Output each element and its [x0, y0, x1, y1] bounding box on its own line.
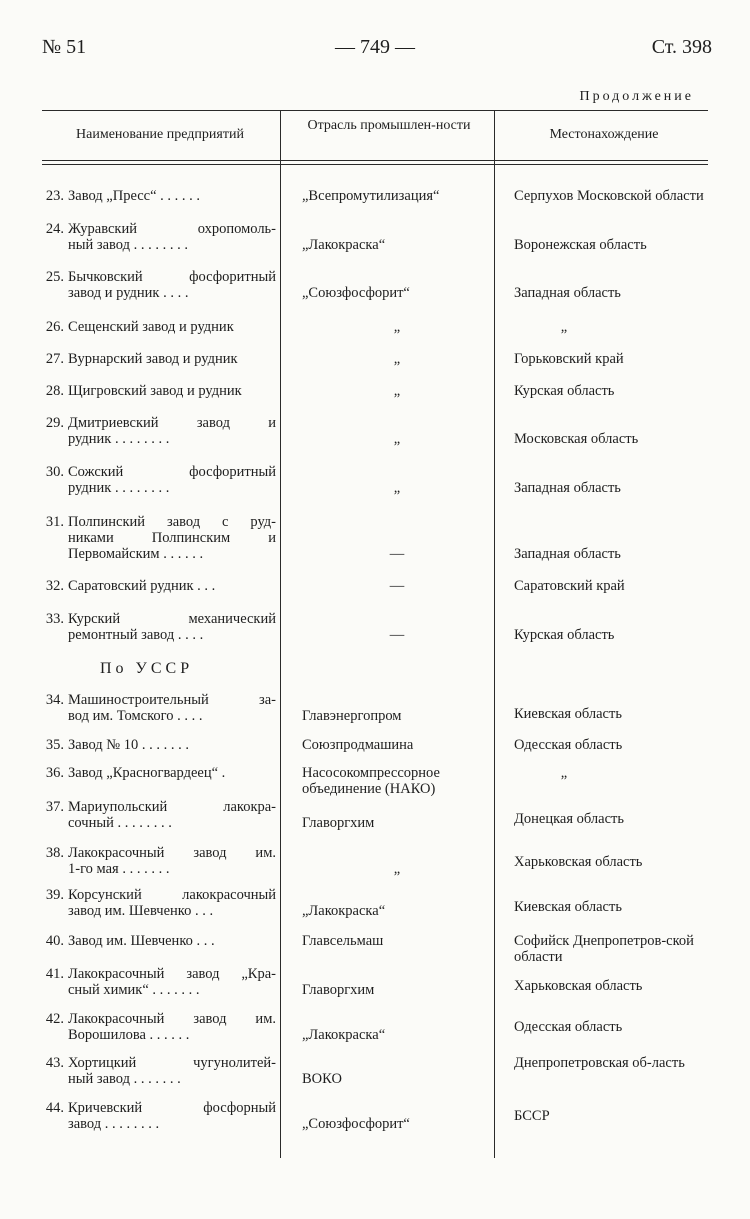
row-number: 41. — [45, 966, 64, 982]
enterprise-name-line: Корсунский лакокрасочный — [68, 887, 276, 903]
column-header-branch: Отрасль промышлен-ности — [307, 118, 471, 133]
row-number: 37. — [45, 799, 64, 815]
location: Горьковский край — [514, 351, 624, 367]
enterprise-name-line: Завод „Красногвардеец“ . — [68, 765, 226, 781]
location: Донецкая область — [514, 811, 624, 827]
row-number: 27. — [45, 351, 64, 367]
enterprise-name — [68, 1011, 276, 1043]
row-number: 44. — [45, 1100, 64, 1116]
industry-branch: Главоргхим — [302, 982, 375, 998]
industry-branch: „ — [393, 480, 401, 496]
row-number: 32. — [45, 578, 64, 594]
enterprise-name — [68, 611, 276, 643]
industry-branch: ВОКО — [302, 1071, 342, 1087]
location: БССР — [514, 1108, 550, 1124]
location: Киевская область — [514, 706, 622, 722]
industry-branch: „ — [393, 383, 401, 399]
location: Серпухов Московской области — [514, 188, 704, 204]
enterprise-name-line: Бычковский фосфоритный — [68, 269, 276, 285]
industry-branch: — — [389, 546, 405, 562]
industry-branch: Насосокомпрессорное объединение (НАКО) — [302, 765, 440, 797]
industry-branch: Главэнергопром — [302, 708, 402, 724]
enterprise-name — [68, 1055, 276, 1087]
enterprise-name — [68, 692, 276, 724]
row-number: 33. — [45, 611, 64, 627]
table-top-rule — [42, 110, 708, 111]
enterprise-name-line: Щигровский завод и рудник — [68, 383, 242, 399]
enterprise-name — [68, 319, 276, 335]
article-number: Ст. 398 — [651, 36, 712, 58]
location: Харьковская область — [514, 978, 643, 994]
column-header-name: Наименование предприятий — [76, 127, 244, 142]
location: Воронежская область — [514, 237, 647, 253]
enterprise-name — [68, 765, 276, 781]
enterprise-name — [68, 351, 276, 367]
enterprise-name-line: Лакокрасочный завод им. — [68, 1011, 276, 1027]
column-header-location: Местонахождение — [549, 127, 659, 142]
industry-branch: „ — [393, 861, 401, 877]
document-number: № 51 — [42, 36, 87, 58]
row-number: 31. — [45, 514, 64, 530]
row-number: 25. — [45, 269, 64, 285]
location: Саратовский край — [514, 578, 625, 594]
location: Одесская область — [514, 1019, 623, 1035]
location: „ — [560, 765, 568, 781]
enterprise-name-line: Завод „Пресс“ . . . . . . — [68, 188, 201, 204]
row-number: 38. — [45, 845, 64, 861]
industry-branch: „Союзфосфорит“ — [302, 285, 410, 301]
industry-branch: „ — [393, 319, 401, 335]
enterprise-name-line: Курский механический — [68, 611, 276, 627]
enterprise-name-line: ремонтный завод . . . . — [68, 627, 204, 643]
location: Одесская область — [514, 737, 623, 753]
enterprise-name-line: Первомайским . . . . . . — [68, 546, 204, 562]
row-number: 39. — [45, 887, 64, 903]
enterprise-name-line: Саратовский рудник . . . — [68, 578, 216, 594]
industry-branch: „Лакокраска“ — [302, 237, 386, 253]
enterprise-name — [68, 188, 276, 204]
location: Харьковская область — [514, 854, 643, 870]
enterprise-name-line: Дмитриевский завод и — [68, 415, 276, 431]
location: Западная область — [514, 285, 621, 301]
enterprise-name — [68, 383, 276, 399]
location: Московская область — [514, 431, 639, 447]
location: „ — [560, 319, 568, 335]
row-number: 24. — [45, 221, 64, 237]
header-bottom-rule — [42, 160, 708, 161]
enterprise-name — [68, 799, 276, 831]
row-number: 26. — [45, 319, 64, 335]
enterprise-name-line: ный завод . . . . . . . — [68, 1071, 181, 1087]
industry-branch: Главсельмаш — [302, 933, 384, 949]
industry-branch: „Союзфосфорит“ — [302, 1116, 410, 1132]
enterprise-name — [68, 221, 276, 253]
section-heading-ussr: По УССР — [100, 660, 194, 677]
industry-branch: Союзпродмашина — [302, 737, 414, 753]
row-number: 30. — [45, 464, 64, 480]
enterprise-name-line: рудник . . . . . . . . — [68, 431, 170, 447]
enterprise-name — [68, 578, 276, 594]
enterprise-name-line: сочный . . . . . . . . — [68, 815, 172, 831]
enterprise-name — [68, 1100, 276, 1132]
industry-branch: „ — [393, 351, 401, 367]
enterprise-name-line: Вурнарский завод и рудник — [68, 351, 238, 367]
row-number: 40. — [45, 933, 64, 949]
row-number: 35. — [45, 737, 64, 753]
enterprise-name-line: Лакокрасочный завод им. — [68, 845, 276, 861]
enterprise-name-line: Завод им. Шевченко . . . — [68, 933, 215, 949]
header-bottom-rule-2 — [42, 164, 708, 165]
enterprise-name — [68, 464, 276, 496]
enterprise-name-line: завод им. Шевченко . . . — [68, 903, 214, 919]
row-number: 43. — [45, 1055, 64, 1071]
enterprise-name — [68, 887, 276, 919]
row-number: 42. — [45, 1011, 64, 1027]
enterprise-name-line: сный химик“ . . . . . . . — [68, 982, 200, 998]
enterprise-name-line: Полпинский завод с руд- — [68, 514, 276, 530]
enterprise-name-line: никами Полпинским и — [68, 530, 276, 546]
enterprise-name — [68, 966, 276, 998]
location: Западная область — [514, 546, 621, 562]
column-divider — [280, 111, 281, 1158]
page-number: — 749 — — [335, 36, 415, 58]
enterprise-name-line: рудник . . . . . . . . — [68, 480, 170, 496]
row-number: 29. — [45, 415, 64, 431]
enterprise-name-line: Хортицкий чугунолитей- — [68, 1055, 276, 1071]
enterprise-name-line: 1-го мая . . . . . . . — [68, 861, 170, 877]
enterprise-name — [68, 933, 276, 949]
row-number: 23. — [45, 188, 64, 204]
enterprise-name-line: Мариупольский лакокра- — [68, 799, 276, 815]
enterprise-name-line: вод им. Томского . . . . — [68, 708, 203, 724]
enterprise-name-line: Машиностроительный за- — [68, 692, 276, 708]
location: Курская область — [514, 383, 615, 399]
industry-branch: Главоргхим — [302, 815, 375, 831]
enterprise-name-line: Лакокрасочный завод „Кра- — [68, 966, 276, 982]
location: Западная область — [514, 480, 621, 496]
row-number: 34. — [45, 692, 64, 708]
enterprise-name-line: Журавский охропомоль- — [68, 221, 276, 237]
industry-branch: — — [389, 578, 405, 594]
location: Курская область — [514, 627, 615, 643]
location: Киевская область — [514, 899, 622, 915]
enterprise-name — [68, 415, 276, 447]
industry-branch: „ — [393, 431, 401, 447]
enterprise-name-line: ный завод . . . . . . . . — [68, 237, 189, 253]
enterprise-name — [68, 269, 276, 301]
industry-branch: „Лакокраска“ — [302, 1027, 386, 1043]
enterprise-name — [68, 845, 276, 877]
enterprise-name-line: Сожский фосфоритный — [68, 464, 276, 480]
industry-branch: — — [389, 627, 405, 643]
row-number: 28. — [45, 383, 64, 399]
enterprise-name — [68, 737, 276, 753]
row-number: 36. — [45, 765, 64, 781]
enterprise-name-line: Завод № 10 . . . . . . . — [68, 737, 189, 753]
enterprise-name — [68, 514, 276, 562]
enterprise-name-line: завод и рудник . . . . — [68, 285, 189, 301]
location: Днепропетровская об-ласть — [514, 1055, 685, 1071]
industry-branch: „Всепромутилизация“ — [302, 188, 440, 204]
continuation-label: Продолжение — [579, 89, 694, 104]
enterprise-name-line: завод . . . . . . . . — [68, 1116, 160, 1132]
column-divider — [494, 111, 495, 1158]
enterprise-name-line: Сещенский завод и рудник — [68, 319, 234, 335]
industry-branch: „Лакокраска“ — [302, 903, 386, 919]
enterprise-name-line: Кричевский фосфорный — [68, 1100, 276, 1116]
enterprise-name-line: Ворошилова . . . . . . — [68, 1027, 190, 1043]
location: Софийск Днепропетров-ской области — [514, 933, 694, 965]
